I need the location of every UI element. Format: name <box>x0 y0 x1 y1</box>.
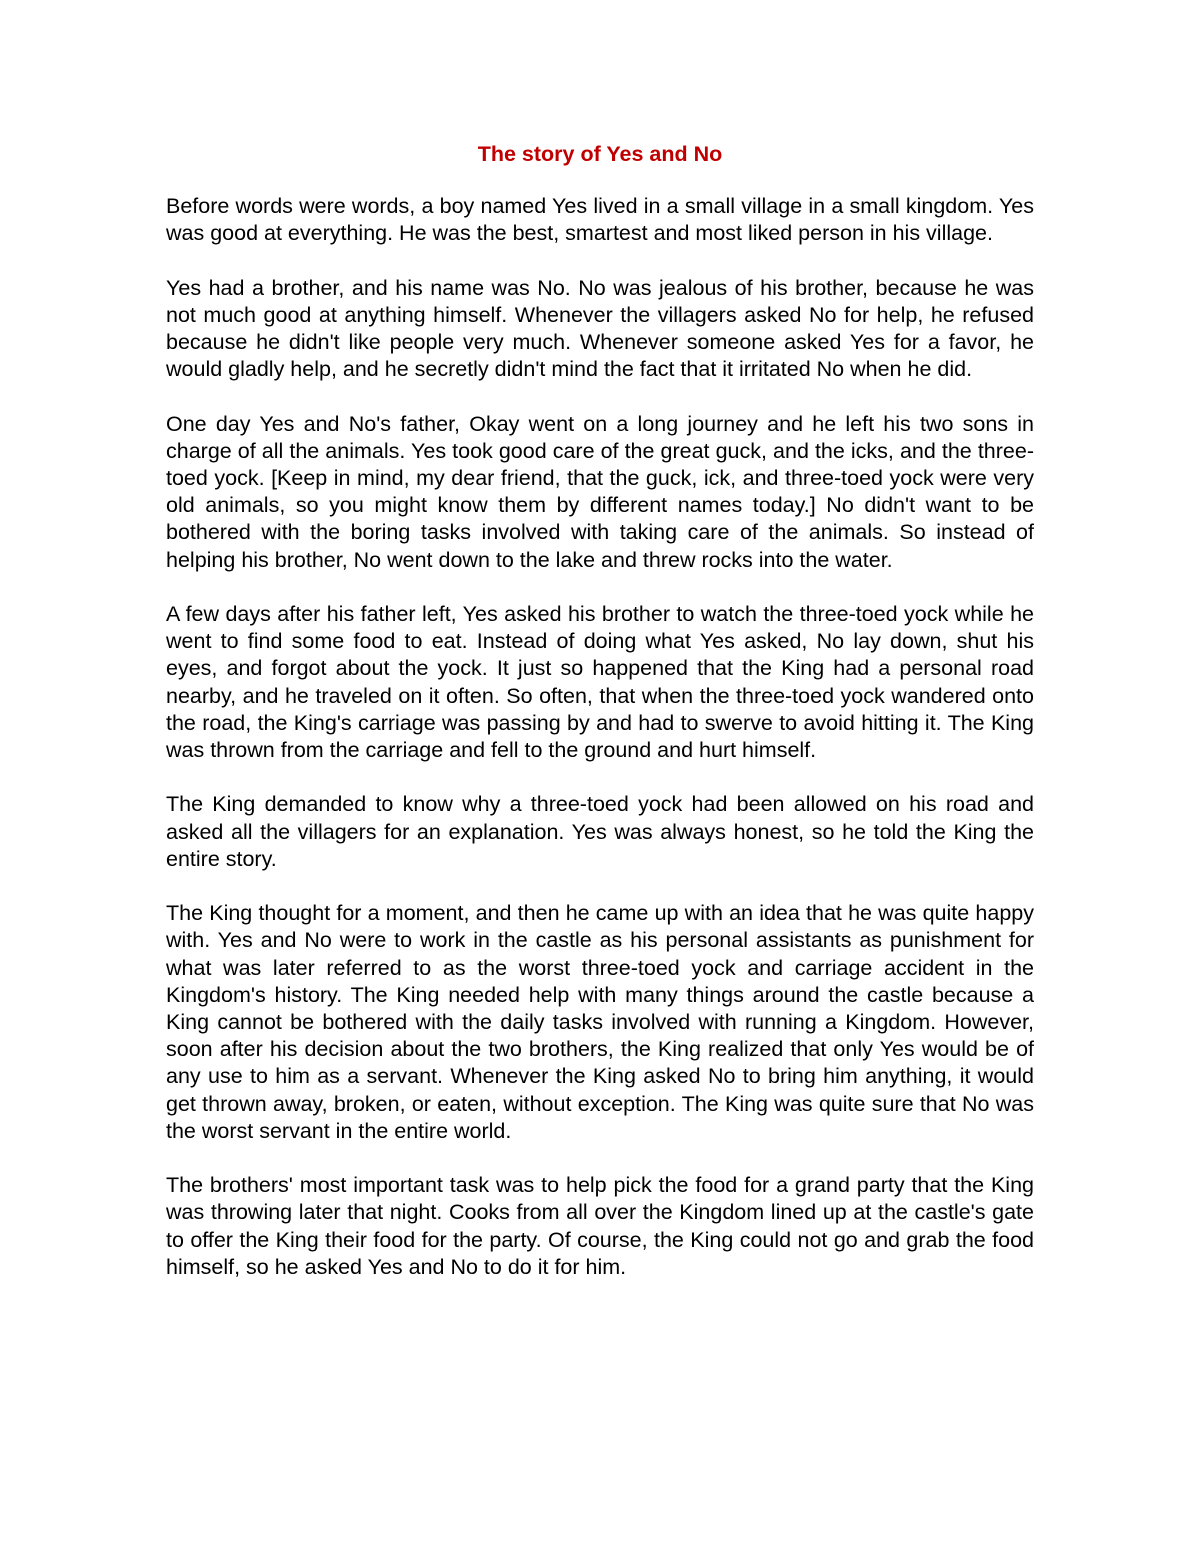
document-title: The story of Yes and No <box>477 142 723 166</box>
paragraph-2: Yes had a brother, and his name was No. No was jealous of his brother, because he was not much good at anything himself. Whenever the villagers asked No for help, he refused because he didn't like people very much. Whenever someone asked Yes for a favor, he would gladly help, and he secretly didn't mind the fact that it irritated No when he did. <box>166 275 1034 382</box>
paragraph-5: The King demanded to know why a three-toed yock had been allowed on his road and asked all the villagers for an explanation. Yes was always honest, so he told the King the entire story. <box>166 792 1034 871</box>
paragraph-7: The brothers' most important task was to help pick the food for a grand party that the King was throwing later that night. Cooks from all over the Kingdom lined up at the castle's gate to offer the King their food for the party. Of course, the King could not go and grab the food himself, so he asked Yes and No to do it for him. <box>166 1173 1034 1279</box>
paragraph-1: Before words were words, a boy named Yes lived in a small village in a small kingdom. Yes was good at everything. He was the best, smartest and most liked person in his village. <box>166 194 1034 246</box>
paragraph-4: A few days after his father left, Yes asked his brother to watch the three-toed yock while he went to find some food to eat. Instead of doing what Yes asked, No lay down, shut his eyes, and forgot about the yock. It just so happened that the King had a personal road nearby, and he traveled on it often. So often, that when the three-toed yock wandered onto the road, the King's carriage was passing by and had to swerve to avoid hitting it. The King was thrown from the carriage and fell to the ground and hurt himself. <box>166 602 1034 763</box>
paragraph-3: One day Yes and No's father, Okay went on a long journey and he left his two sons in charge of all the animals. Yes took good care of the great guck, and the icks, and the three-toed yock. [Keep in mind, my dear friend, that the guck, ick, and three-toed yock were very old animals, so you might know them by different names today.] No didn't want to be bothered with the boring tasks involved with taking care of the animals. So instead of helping his brother, No went down to the lake and threw rocks into the water. <box>166 411 1034 572</box>
paragraph-6: The King thought for a moment, and then he came up with an idea that he was quite happy with. Yes and No were to work in the castle as his personal assistants as punishment for what was later referred to as the worst three-toed yock and carriage accident in the Kingdom's history. The King needed help with many things around the castle because a King cannot be bothered with the daily tasks involved with running a Kingdom. However, soon after his decision about the two brothers, the King realized that only Yes would be of any use to him as a servant. Whenever the King asked No to bring him anything, it would get thrown away, broken, or eaten, without exception. The King was quite sure that No was the worst servant in the entire world. <box>166 901 1034 1143</box>
story-body <box>166 193 1034 1281</box>
